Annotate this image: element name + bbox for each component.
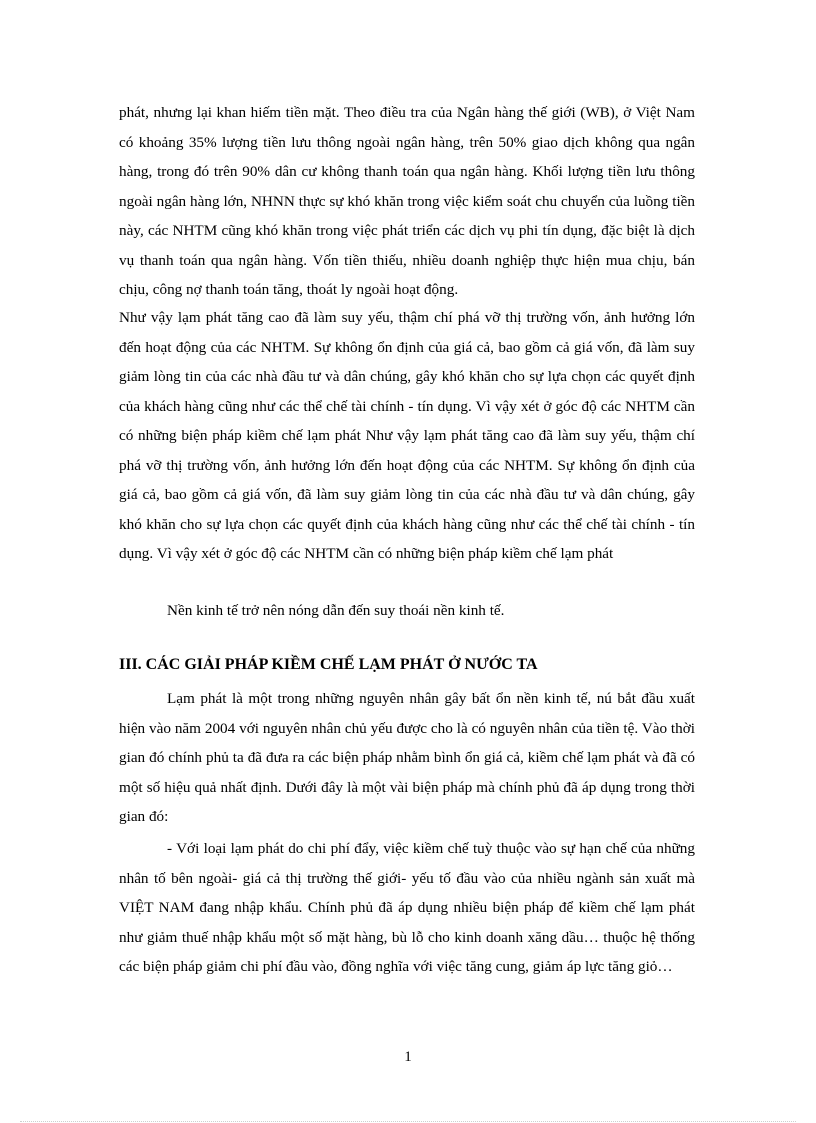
page-bottom-divider xyxy=(20,1121,796,1122)
paragraph-overheating: Nền kinh tế trở nên nóng dẫn đến suy thoái nền kinh tế. xyxy=(167,602,505,619)
page-number: 1 xyxy=(404,1049,412,1065)
paragraph-cash-scarcity: phát, nhưng lại khan hiếm tiền mặt. Theo điều tra của Ngân hàng thế giới (WB), ở Việt Nam có khoảng 35% lượng tiền lưu thông ngoài ngân hàng, trên 50% giao dịch không qua ngân hàng, trong đó trên 90% dân cư không thanh toán qua ngân hàng. Khối lượng tiền lưu thông ngoài ngân hàng lớn, NHNN thực sự khó khăn trong việc kiểm soát chu chuyển của luồng tiền này, các NHTM cũng khó khăn trong việc phát triển các dịch vụ phi tín dụng, đặc biệt là dịch vụ thanh toán qua ngân hàng. Vốn tiền thiếu, nhiều doanh nghiệp thực hiện mua chịu, bán chịu, công nợ thanh toán tăng, thoát ly ngoài hoạt động. xyxy=(119,104,695,298)
section-heading: III. CÁC GIẢI PHÁP KIỀM CHẾ LẠM PHÁT Ở NƯỚC TA xyxy=(119,656,538,673)
paragraph-inflation-impact: Như vậy lạm phát tăng cao đã làm suy yếu, thậm chí phá vỡ thị trường vốn, ảnh hưởng lớn đến hoạt động của các NHTM. Sự không ổn định của giá cả, bao gồm cả giá vốn, đã làm suy giảm lòng tin của các nhà đầu tư và dân chúng, gây khó khăn cho sự lựa chọn các quyết định của khách hàng cũng như các thể chế tài chính - tín dụng. Vì vậy xét ở góc độ các NHTM cần có những biện pháp kiềm chế lạm phát Như vậy lạm phát tăng cao đã làm suy yếu, thậm chí phá vỡ thị trường vốn, ảnh hưởng lớn đến hoạt động của các NHTM. Sự không ổn định của giá cả, bao gồm cả giá vốn, đã làm suy giảm lòng tin của các nhà đầu tư và dân chúng, gây khó khăn cho sự lựa chọn các quyết định của khách hàng cũng như các thể chế tài chính - tín dụng. Vì vậy xét ở góc độ các NHTM cần có những biện pháp kiềm chế lạm phát xyxy=(119,309,695,562)
paragraph-solutions-intro: Lạm phát là một trong những nguyên nhân gây bất ổn nền kinh tế, nú bắt đầu xuất hiện vào năm 2004 với nguyên nhân chủ yếu được cho là có nguyên nhân của tiền tệ. Vào thời gian đó chính phủ ta đã đưa ra các biện pháp nhằm bình ổn giá cả, kiềm chế lạm phát và đã có một số hiệu quả nhất định. Dưới đây là một vài biện pháp mà chính phủ đã áp dụng trong thời gian đó: xyxy=(119,690,695,825)
paragraph-cost-push-measures: - Với loại lạm phát do chi phí đẩy, việc kiềm chế tuỳ thuộc vào sự hạn chế của những nhân tố bên ngoài- giá cả thị trường thế giới- yếu tố đầu vào của nhiều ngành sản xuất mà VIỆT NAM đang nhập khẩu. Chính phủ đã áp dụng nhiều biện pháp để kiềm chế lạm phát như giảm thuế nhập khẩu một số mặt hàng, bù lỗ cho kinh doanh xăng dầu… thuộc hệ thống các biện pháp giảm chi phí đầu vào, đồng nghĩa với việc tăng cung, giảm áp lực tăng giỏ… xyxy=(119,840,695,975)
